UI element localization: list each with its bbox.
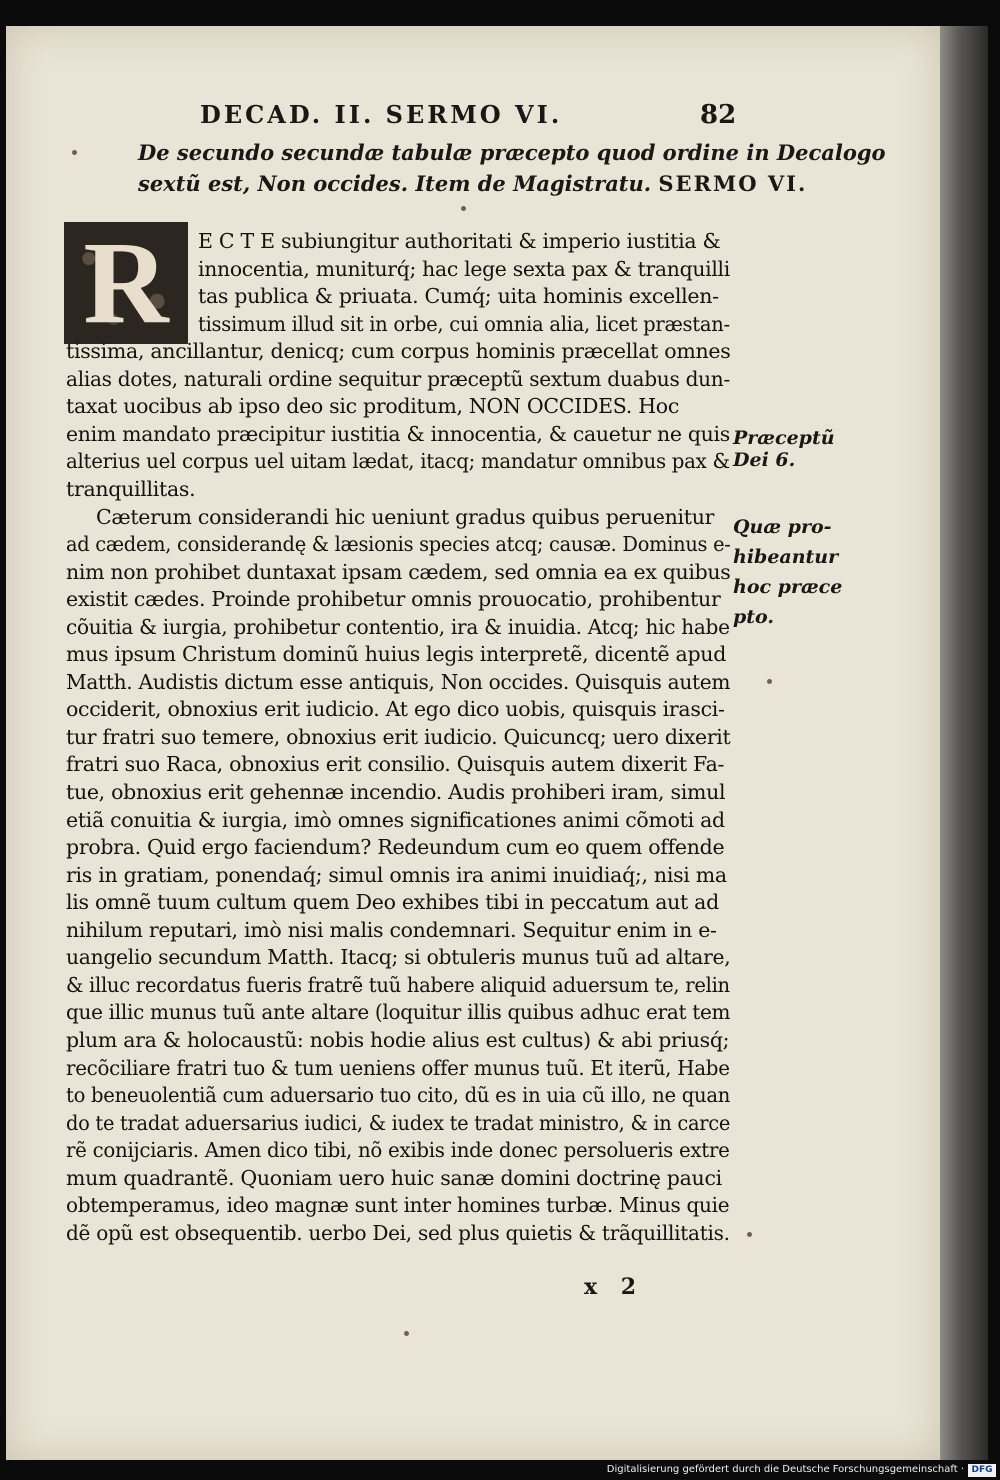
body-line: tissimum illud sit in orbe, cui omnia alia, licet præstan-: [198, 311, 730, 336]
margin-dot: [747, 1232, 752, 1237]
running-title: DECAD. II. SERMO VI.: [200, 100, 563, 129]
body-line: mum quadrantẽ. Quoniam uero huic sanæ domini doctrinę pauci: [66, 1165, 722, 1190]
margin-note-prohibited: [733, 512, 843, 632]
body-line: cõuitia & iurgia, prohibetur contentio, ira & inuidia. Atcq; hic habe: [66, 614, 730, 639]
body-line: dẽ opũ est obsequentib. uerbo Dei, sed plus quietis & trãquillitatis.: [66, 1220, 730, 1245]
body-line: enim mandato præcipitur iustitia & innocentia, & cauetur ne quis: [66, 421, 730, 446]
body-line: Matth. Audistis dictum esse antiquis, Non occides. Quisquis autem: [66, 669, 731, 694]
body-line: taxat uocibus ab ipso deo sic proditum, NON OCCIDES. Hoc: [66, 394, 680, 419]
folio-number: 82: [700, 100, 737, 130]
margin-note-line: Quæ pro-: [733, 516, 832, 538]
sermon-title-text: sextũ est, Non occides. Item de Magistratu.: [138, 171, 652, 196]
body-line: nim non prohibet duntaxat ipsam cædem, sed omnia ea ex quibus: [66, 559, 731, 584]
body-line: alterius uel corpus uel uitam lædat, itacq; mandatur omnibus pax &: [66, 449, 730, 474]
body-line: recõciliare fratri tuo & tum ueniens offer munus tuũ. Et iterũ, Habe: [66, 1055, 730, 1080]
body-line: etiã conuitia & iurgia, imò omnes significationes animi cõmoti ad: [66, 807, 725, 832]
body-line: to beneuolentiã cum aduersario tuo cito, dũ es in uia cũ illo, ne quan: [66, 1083, 731, 1108]
body-line: probra. Quid ergo faciendum? Redeundum cum eo quem offende: [66, 835, 725, 860]
body-line: ris in gratiam, ponendaq́; simul omnis ira animi inuidiaq́;, nisi ma: [66, 862, 727, 887]
initial-letter: R: [83, 217, 169, 348]
body-line: do te tradat aduersarius iudici, & iudex te tradat ministro, & in carce: [66, 1110, 731, 1135]
body-line: ad cædem, considerandę & læsionis species atcq; causæ. Dominus e-: [66, 532, 731, 557]
margin-note-line: Præceptũ: [733, 427, 835, 449]
body-line: E C T E subiungitur authoritati & imperio iustitia &: [198, 229, 721, 253]
body-line: tue, obnoxius erit gehennæ incendio. Audis prohiberi iram, simul: [66, 780, 726, 804]
body-line: plum ara & holocaustũ: nobis hodie alius est cultus) & abi priusq́;: [66, 1027, 730, 1052]
body-line: lis omnẽ tuum cultum quem Deo exhibes tibi in peccatum aut ad: [66, 890, 719, 915]
margin-note-line: hoc præce: [733, 576, 843, 598]
body-line: tranquillitas.: [66, 476, 196, 501]
margin-note-line: hibeantur: [733, 546, 839, 568]
body-line: existit cædes. Proinde prohibetur omnis prouocatio, prohibentur: [66, 587, 721, 612]
signature-mark: x 2: [584, 1274, 645, 1300]
ornament-dot: [461, 206, 466, 211]
margin-note-line: Dei 6.: [733, 449, 796, 471]
body-line: tissima, ancillantur, denicq; cum corpus hominis præcellat omnes: [66, 339, 731, 364]
body-line: nihilum reputari, imò nisi malis condemnari. Sequitur enim in e-: [66, 917, 717, 942]
body-line: rẽ conijciaris. Amen dico tibi, nõ exibis inde donec persolueris extre: [66, 1138, 730, 1163]
body-line: tur fratri suo temere, obnoxius erit iudicio. Quicuncq; uero dixerit: [66, 724, 731, 749]
body-line: obtemperamus, ideo magnæ sunt inter homines turbæ. Minus quie: [66, 1193, 730, 1218]
body-line: que illic munus tuũ ante altare (loquitur illis quibus adhuc erat tem: [66, 1000, 731, 1025]
body-line: tas publica & priuata. Cumq́; uita hominis excellen-: [198, 284, 719, 309]
body-line: mus ipsum Christum dominũ huius legis interpretẽ, dicentẽ apud: [66, 642, 727, 667]
margin-note-line: pto.: [733, 606, 775, 628]
body-line: occiderit, obnoxius erit iudicio. At ego dico uobis, quisquis irasci-: [66, 697, 725, 722]
margin-note-precept: [733, 427, 833, 471]
body-line: alias dotes, naturali ordine sequitur præceptũ sextum duabus dun-: [66, 366, 730, 391]
sermon-title-line-1: De secundo secundæ tabulæ præcepto quod ordine in Decalogo: [138, 140, 886, 165]
decorated-initial: [64, 217, 188, 348]
dfg-logo: DFG: [968, 1464, 996, 1477]
footer-credit: Digitalisierung gefördert durch die Deutsche Forschungsgemeinschaft ·: [606, 1464, 964, 1475]
margin-dot: [767, 679, 772, 684]
margin-mark: [72, 150, 77, 155]
ornament-dot: [404, 1331, 409, 1336]
sermon-label: SERMO VI.: [658, 171, 808, 196]
body-line: Cæterum considerandi hic ueniunt gradus quibus peruenitur: [96, 504, 715, 529]
sermon-title-line-2: [138, 171, 808, 196]
body-line: innocentia, muniturq́; hac lege sexta pax & tranquilli: [198, 256, 730, 281]
body-line: & illuc recordatus fueris fratrẽ tuũ habere aliquid aduersum te, relin: [66, 972, 730, 997]
body-line: fratri suo Raca, obnoxius erit consilio. Quisquis autem dixerit Fa-: [66, 752, 725, 777]
page-edge: [940, 26, 988, 1460]
body-line: uangelio secundum Matth. Itacq; si obtuleris munus tuũ ad altare,: [66, 945, 731, 970]
